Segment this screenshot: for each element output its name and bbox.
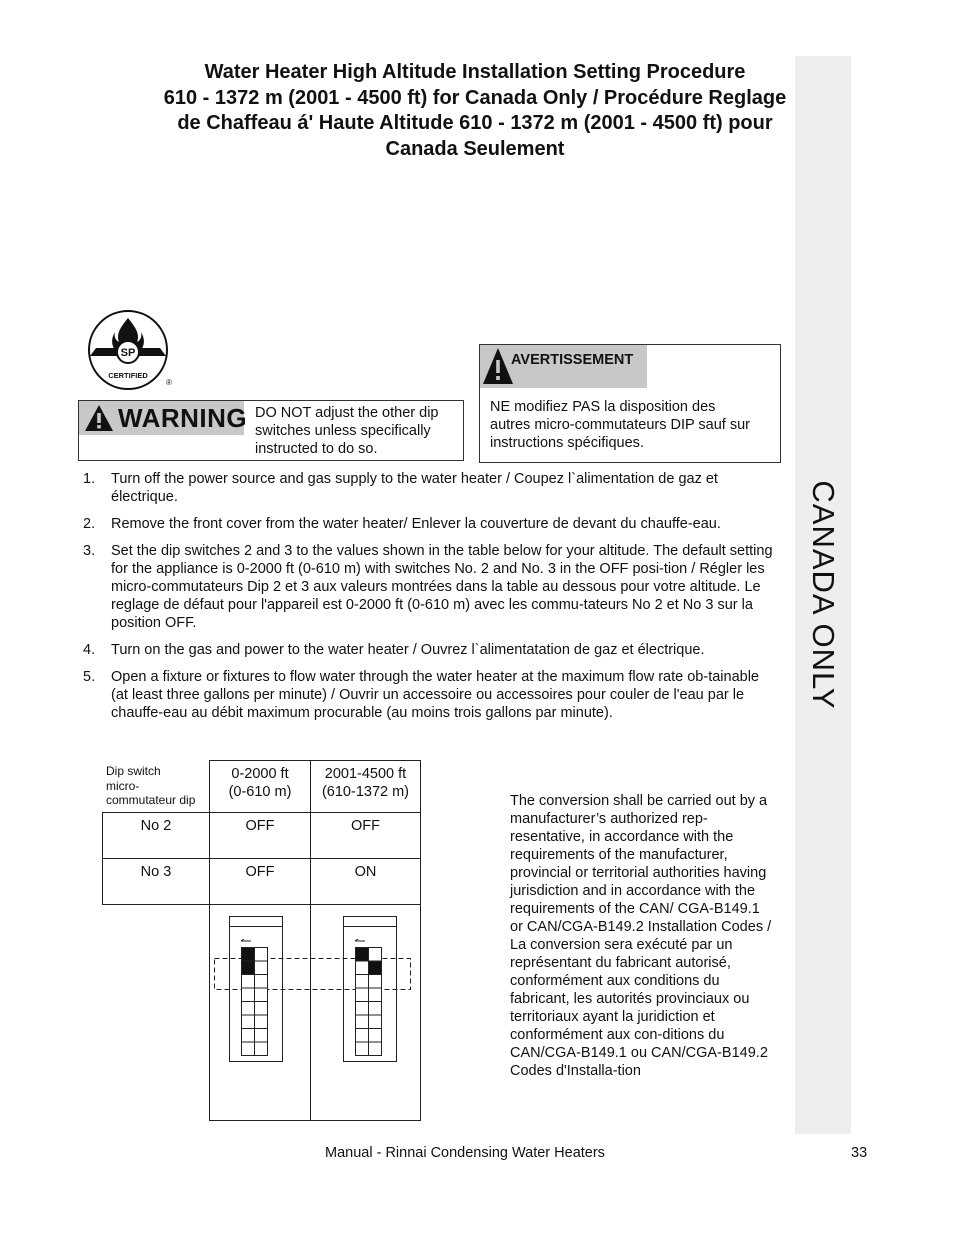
dip-switch-knob	[242, 961, 255, 975]
page-number: 33	[851, 1145, 868, 1161]
avertissement-line-1: NE modifiez PAS la disposition des	[490, 399, 716, 415]
dip-switch-cell	[369, 948, 382, 962]
dip-switch-knob	[242, 948, 255, 962]
step-number: 1.	[83, 471, 96, 487]
step-text: Set the dip switches 2 and 3 to the values shown in the table below for your altitude. The default setting for the appliance is 0-2000 ft (0-610 m) with switches No. 2 and No. 3 in the OFF posi-tion / Régler les micro-commutateurs Dip 2 et 3 aux valeurs montrées dans la table au dessous pour votre altitude. Le reglage de défaut pour l'appareil est 0-2000 ft (0-610 m) avec les commu-tateurs No 2 et No 3 sur la position OFF.	[111, 543, 773, 631]
dip-switch-cell	[242, 1002, 255, 1016]
header-1-line-2: (0-610 m)	[228, 784, 292, 800]
dip-switch-cell	[356, 975, 369, 989]
on-arrow-icon	[355, 939, 365, 941]
title-line-3: de Chaffeau á' Haute Altitude 610 - 1372 m (2001 - 4500 ft) pour	[177, 112, 773, 134]
dip-switch-cell	[369, 1042, 382, 1056]
dip-switch-cell	[242, 1015, 255, 1029]
dip-switch-cell	[356, 988, 369, 1002]
dip-switch-cell	[255, 1029, 268, 1043]
logo-registered-mark: ®	[166, 378, 172, 387]
warning-line-2: switches unless specifically	[255, 423, 431, 439]
warning-label: WARNING	[118, 403, 248, 433]
dip-switch-cell	[242, 988, 255, 1002]
dip-switch-cell	[242, 1042, 255, 1056]
dip-switch-cell	[356, 1015, 369, 1029]
conversion-notice: The conversion shall be carried out by a manufacturer’s authorized rep-resentative, in accordance with the requirements of the manufacturer, provincial or territorial authorities having jurisdiction and in accordance with the requirements of the CAN/ CGA-B149.1 or CAN/CGA-B149.2 Installation Codes / La conversion sera exécuté par un représentant du fabricant autorisé, conformément aux conditions du fabricant, les autorités provinciaux ou territoriaux ayant la juridiction et conformément aux con-ditions du CAN/CGA-B149.1 ou CAN/CGA-B149.2 Codes d'Installa-tion	[510, 793, 772, 1079]
title-line-4: Canada Seulement	[385, 137, 565, 160]
dip-switch-cell	[255, 1015, 268, 1029]
dip-switch-cell	[369, 988, 382, 1002]
header-1-line-1: 0-2000 ft	[231, 766, 289, 782]
avertissement-label: AVERTISSEMENT	[511, 352, 634, 368]
step-number: 5.	[83, 669, 96, 685]
step-number: 3.	[83, 543, 96, 559]
cell-no3-low: OFF	[245, 864, 275, 880]
dip-switch-cell	[356, 1042, 369, 1056]
dip-switch-cell	[242, 1029, 255, 1043]
dip-switch-cell	[255, 961, 268, 975]
cell-no3-high: ON	[354, 864, 377, 880]
corner-line-3: commutateur dip	[106, 793, 196, 807]
logo-certified-text: CERTIFIED	[108, 371, 148, 380]
header-cell-2	[311, 765, 420, 801]
header-2-line-1: 2001-4500 ft	[324, 766, 407, 782]
warning-line-1: DO NOT adjust the other dip	[255, 405, 439, 421]
title-line-1: Water Heater High Altitude Installation Setting Procedure	[204, 61, 746, 83]
step-text: Turn on the gas and power to the water heater / Ouvrez l`alimentatation de gaz et électrique.	[111, 642, 705, 658]
step-number: 4.	[83, 642, 96, 658]
row-label-no3: No 3	[140, 864, 172, 880]
dip-switch-cell	[242, 975, 255, 989]
header-cell-1	[210, 765, 310, 801]
row-label-no2: No 2	[140, 818, 172, 834]
warning-line-3: instructed to do so.	[255, 441, 378, 457]
cell-no2-high: OFF	[351, 818, 380, 834]
dip-switch-cell	[369, 975, 382, 989]
side-tab-label: CANADA ONLY	[806, 480, 841, 710]
dip-switch-cell	[369, 1015, 382, 1029]
on-arrow-icon	[241, 939, 251, 941]
dip-switch-knob	[356, 948, 369, 962]
step-text: Open a fixture or fixtures to flow water through the water heater at the maximum flow rate ob-tainable (at least three gallons per minute) / Ouvrir un accessoire ou accessoires pour couler de l'eau par le chauffe-eau au débit maximum procurable (au moins trois gallons par minute).	[111, 669, 759, 721]
dip-switch-cell	[255, 1002, 268, 1016]
header-2-line-2: (610-1372 m)	[321, 784, 410, 800]
dip-switch-cell	[255, 1042, 268, 1056]
dip-switch-cell	[356, 1029, 369, 1043]
dip-switch-cell	[255, 948, 268, 962]
dip-switch-cell	[255, 975, 268, 989]
dip-switch-cell	[356, 961, 369, 975]
corner-line-1: Dip switch	[106, 764, 161, 778]
title-line-2: 610 - 1372 m (2001 - 4500 ft) for Canada Only / Procédure Reglage	[163, 86, 787, 109]
cell-no2-low: OFF	[245, 818, 275, 834]
dip-switch-cell	[369, 1029, 382, 1043]
logo-emblem: SP	[120, 347, 136, 359]
step-text: Remove the front cover from the water heater/ Enlever la couverture de devant du chauffe-eau.	[111, 516, 721, 532]
dip-switch-knob	[369, 961, 382, 975]
avertissement-line-3: instructions spécifiques.	[490, 435, 644, 451]
dip-switch-cell	[356, 1002, 369, 1016]
step-number: 2.	[83, 516, 96, 532]
dip-switch-cell	[369, 1002, 382, 1016]
corner-line-2: micro-	[106, 778, 140, 793]
step-text: Turn off the power source and gas supply to the water heater / Coupez l`alimentation de gaz et électrique.	[111, 471, 718, 505]
footer-manual-title: Manual - Rinnai Condensing Water Heaters	[325, 1145, 605, 1161]
dip-switch-cell	[255, 988, 268, 1002]
avertissement-line-2: autres micro-commutateurs DIP sauf sur	[490, 417, 751, 433]
